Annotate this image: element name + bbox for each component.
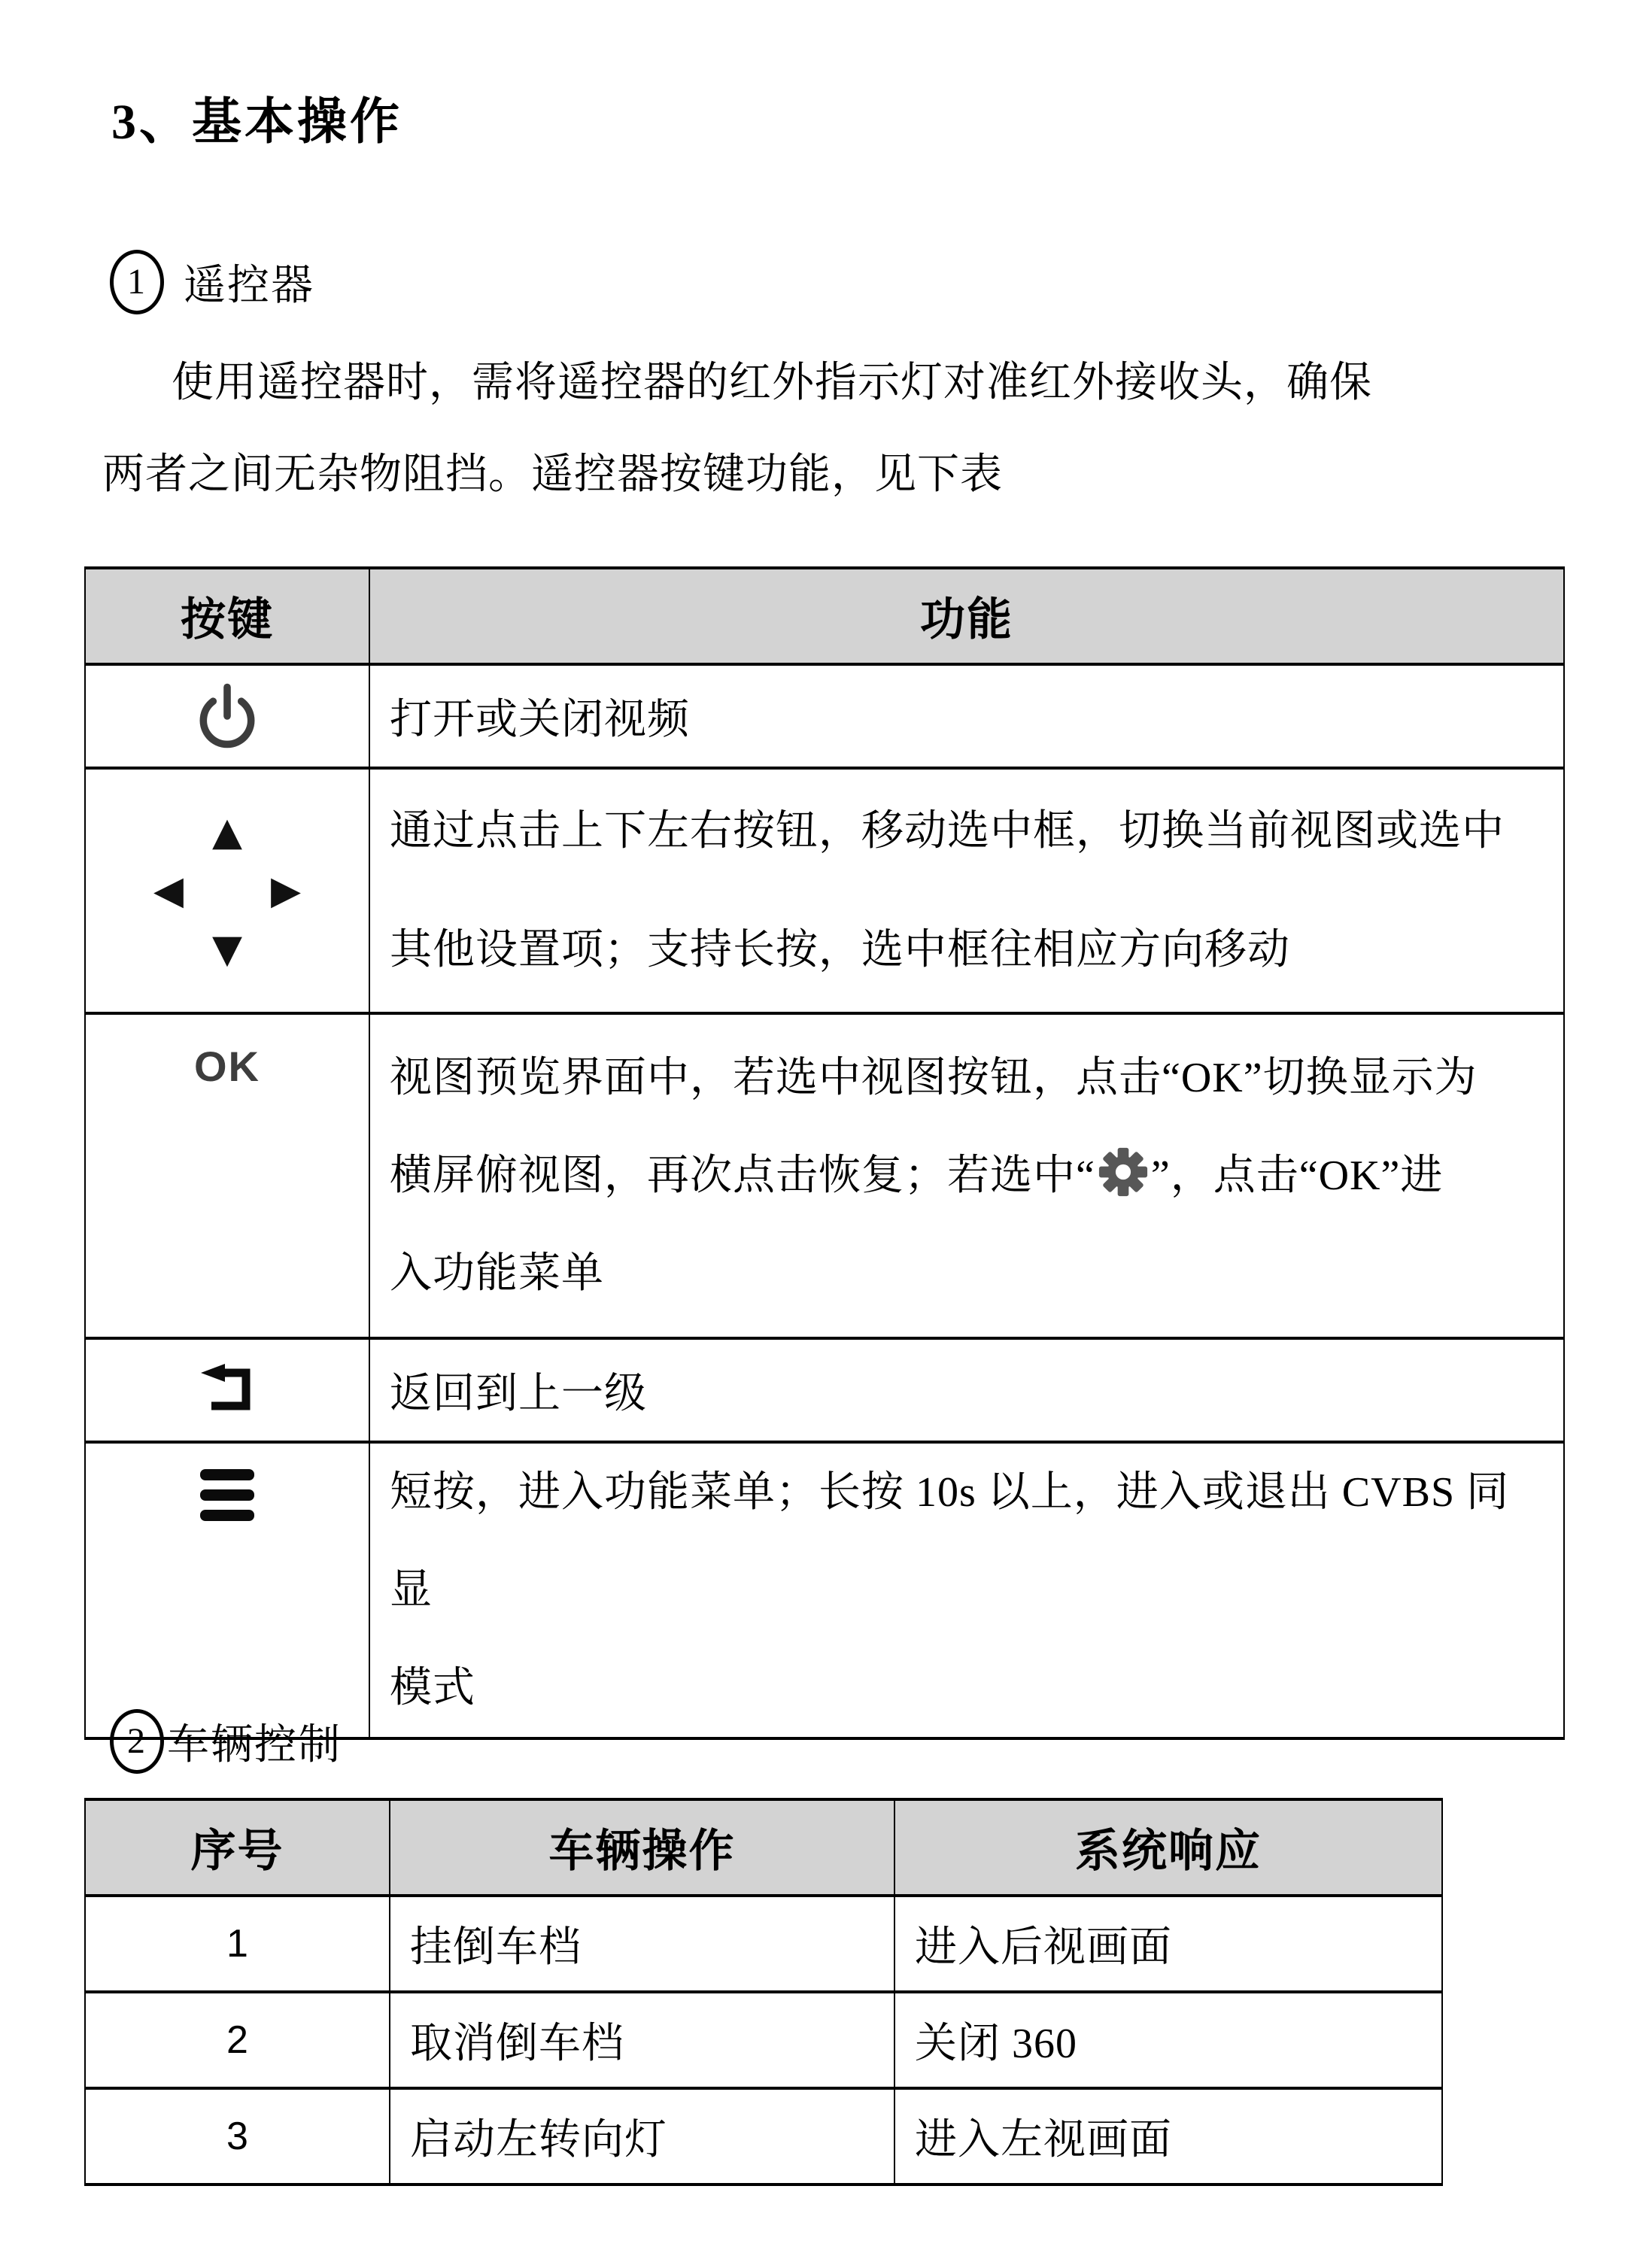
- function-line-3: 入功能菜单: [390, 1250, 604, 1297]
- header-no: 序号: [85, 1799, 390, 1896]
- vehicle-control-table: [84, 1798, 1443, 2186]
- function-text: 返回到上一级: [369, 1338, 1564, 1442]
- function-line-1: 短按，进入功能菜单；长按 10s 以上，进入或退出 CVBS 同显: [390, 1469, 1510, 1614]
- table-row-power: [85, 664, 1564, 768]
- arrow-up-icon: ▲: [212, 809, 242, 855]
- function-line-2: [390, 1127, 1548, 1225]
- section-vehicle-label: 车辆控制: [167, 1722, 342, 1769]
- ok-key-label: OK: [194, 1043, 260, 1090]
- table-row: [85, 1896, 1442, 1992]
- header-function: 功能: [369, 568, 1564, 664]
- menu-icon: [200, 1469, 254, 1521]
- intro-line-1: 使用遥控器时，需将遥控器的红外指示灯对准红外接收头，确保: [172, 360, 1372, 406]
- row-action: 取消倒车档: [390, 1992, 894, 2088]
- table-row-back: [85, 1338, 1564, 1442]
- table-header-row: [85, 568, 1564, 664]
- function-line-2-pre: 横屏俯视图，再次点击恢复；若选中“: [390, 1152, 1095, 1199]
- section-remote-control: [110, 250, 314, 314]
- dpad-arrows-icon: [86, 809, 369, 972]
- function-text: [369, 768, 1564, 1013]
- header-vehicle-action: 车辆操作: [390, 1799, 894, 1896]
- row-no: 3: [85, 2088, 390, 2185]
- intro-paragraph: [102, 337, 1569, 521]
- arrow-right-icon: ▶: [271, 868, 301, 913]
- row-action: 挂倒车档: [390, 1896, 894, 1992]
- circled-number-1: 1: [110, 250, 164, 314]
- remote-buttons-table: [84, 566, 1565, 1740]
- section-vehicle-control: [110, 1709, 342, 1774]
- function-text: 打开或关闭视频: [369, 664, 1564, 768]
- table-header-row: [85, 1799, 1442, 1896]
- table-row-menu: [85, 1442, 1564, 1738]
- power-icon: [191, 679, 263, 751]
- circled-number-2: 2: [110, 1709, 164, 1774]
- row-no: 2: [85, 1992, 390, 2088]
- intro-line-2: 两者之间无杂物阻挡。遥控器按键功能，见下表: [102, 451, 1003, 498]
- header-system-response: 系统响应: [894, 1799, 1442, 1896]
- gear-icon: [1098, 1147, 1148, 1197]
- table-row-ok: [85, 1013, 1564, 1338]
- function-line-2-post: ”，点击“OK”进: [1150, 1152, 1444, 1199]
- table-row: [85, 1992, 1442, 2088]
- section-remote-label: 遥控器: [184, 263, 314, 309]
- function-line-2: 模式: [390, 1665, 475, 1711]
- table-row-dpad: [85, 768, 1564, 1013]
- page-title: 3、基本操作: [111, 95, 402, 150]
- arrow-down-icon: ▼: [212, 927, 242, 972]
- function-text: [369, 1013, 1564, 1338]
- row-response: 关闭 360: [894, 1992, 1442, 2088]
- function-line-1: 视图预览界面中，若选中视图按钮，点击“OK”切换显示为: [390, 1055, 1478, 1101]
- row-no: 1: [85, 1896, 390, 1992]
- function-line-1: 通过点击上下左右按钮，移动选中框，切换当前视图或选中: [390, 808, 1505, 855]
- arrow-left-icon: ◀: [153, 868, 184, 913]
- return-icon: [198, 1364, 257, 1413]
- row-action: 启动左转向灯: [390, 2088, 894, 2185]
- function-text: [369, 1442, 1564, 1738]
- header-key: 按键: [85, 568, 369, 664]
- row-response: 进入左视画面: [894, 2088, 1442, 2185]
- table-row: [85, 2088, 1442, 2185]
- row-response: 进入后视画面: [894, 1896, 1442, 1992]
- function-line-2: 其他设置项；支持长按，选中框往相应方向移动: [390, 927, 1290, 973]
